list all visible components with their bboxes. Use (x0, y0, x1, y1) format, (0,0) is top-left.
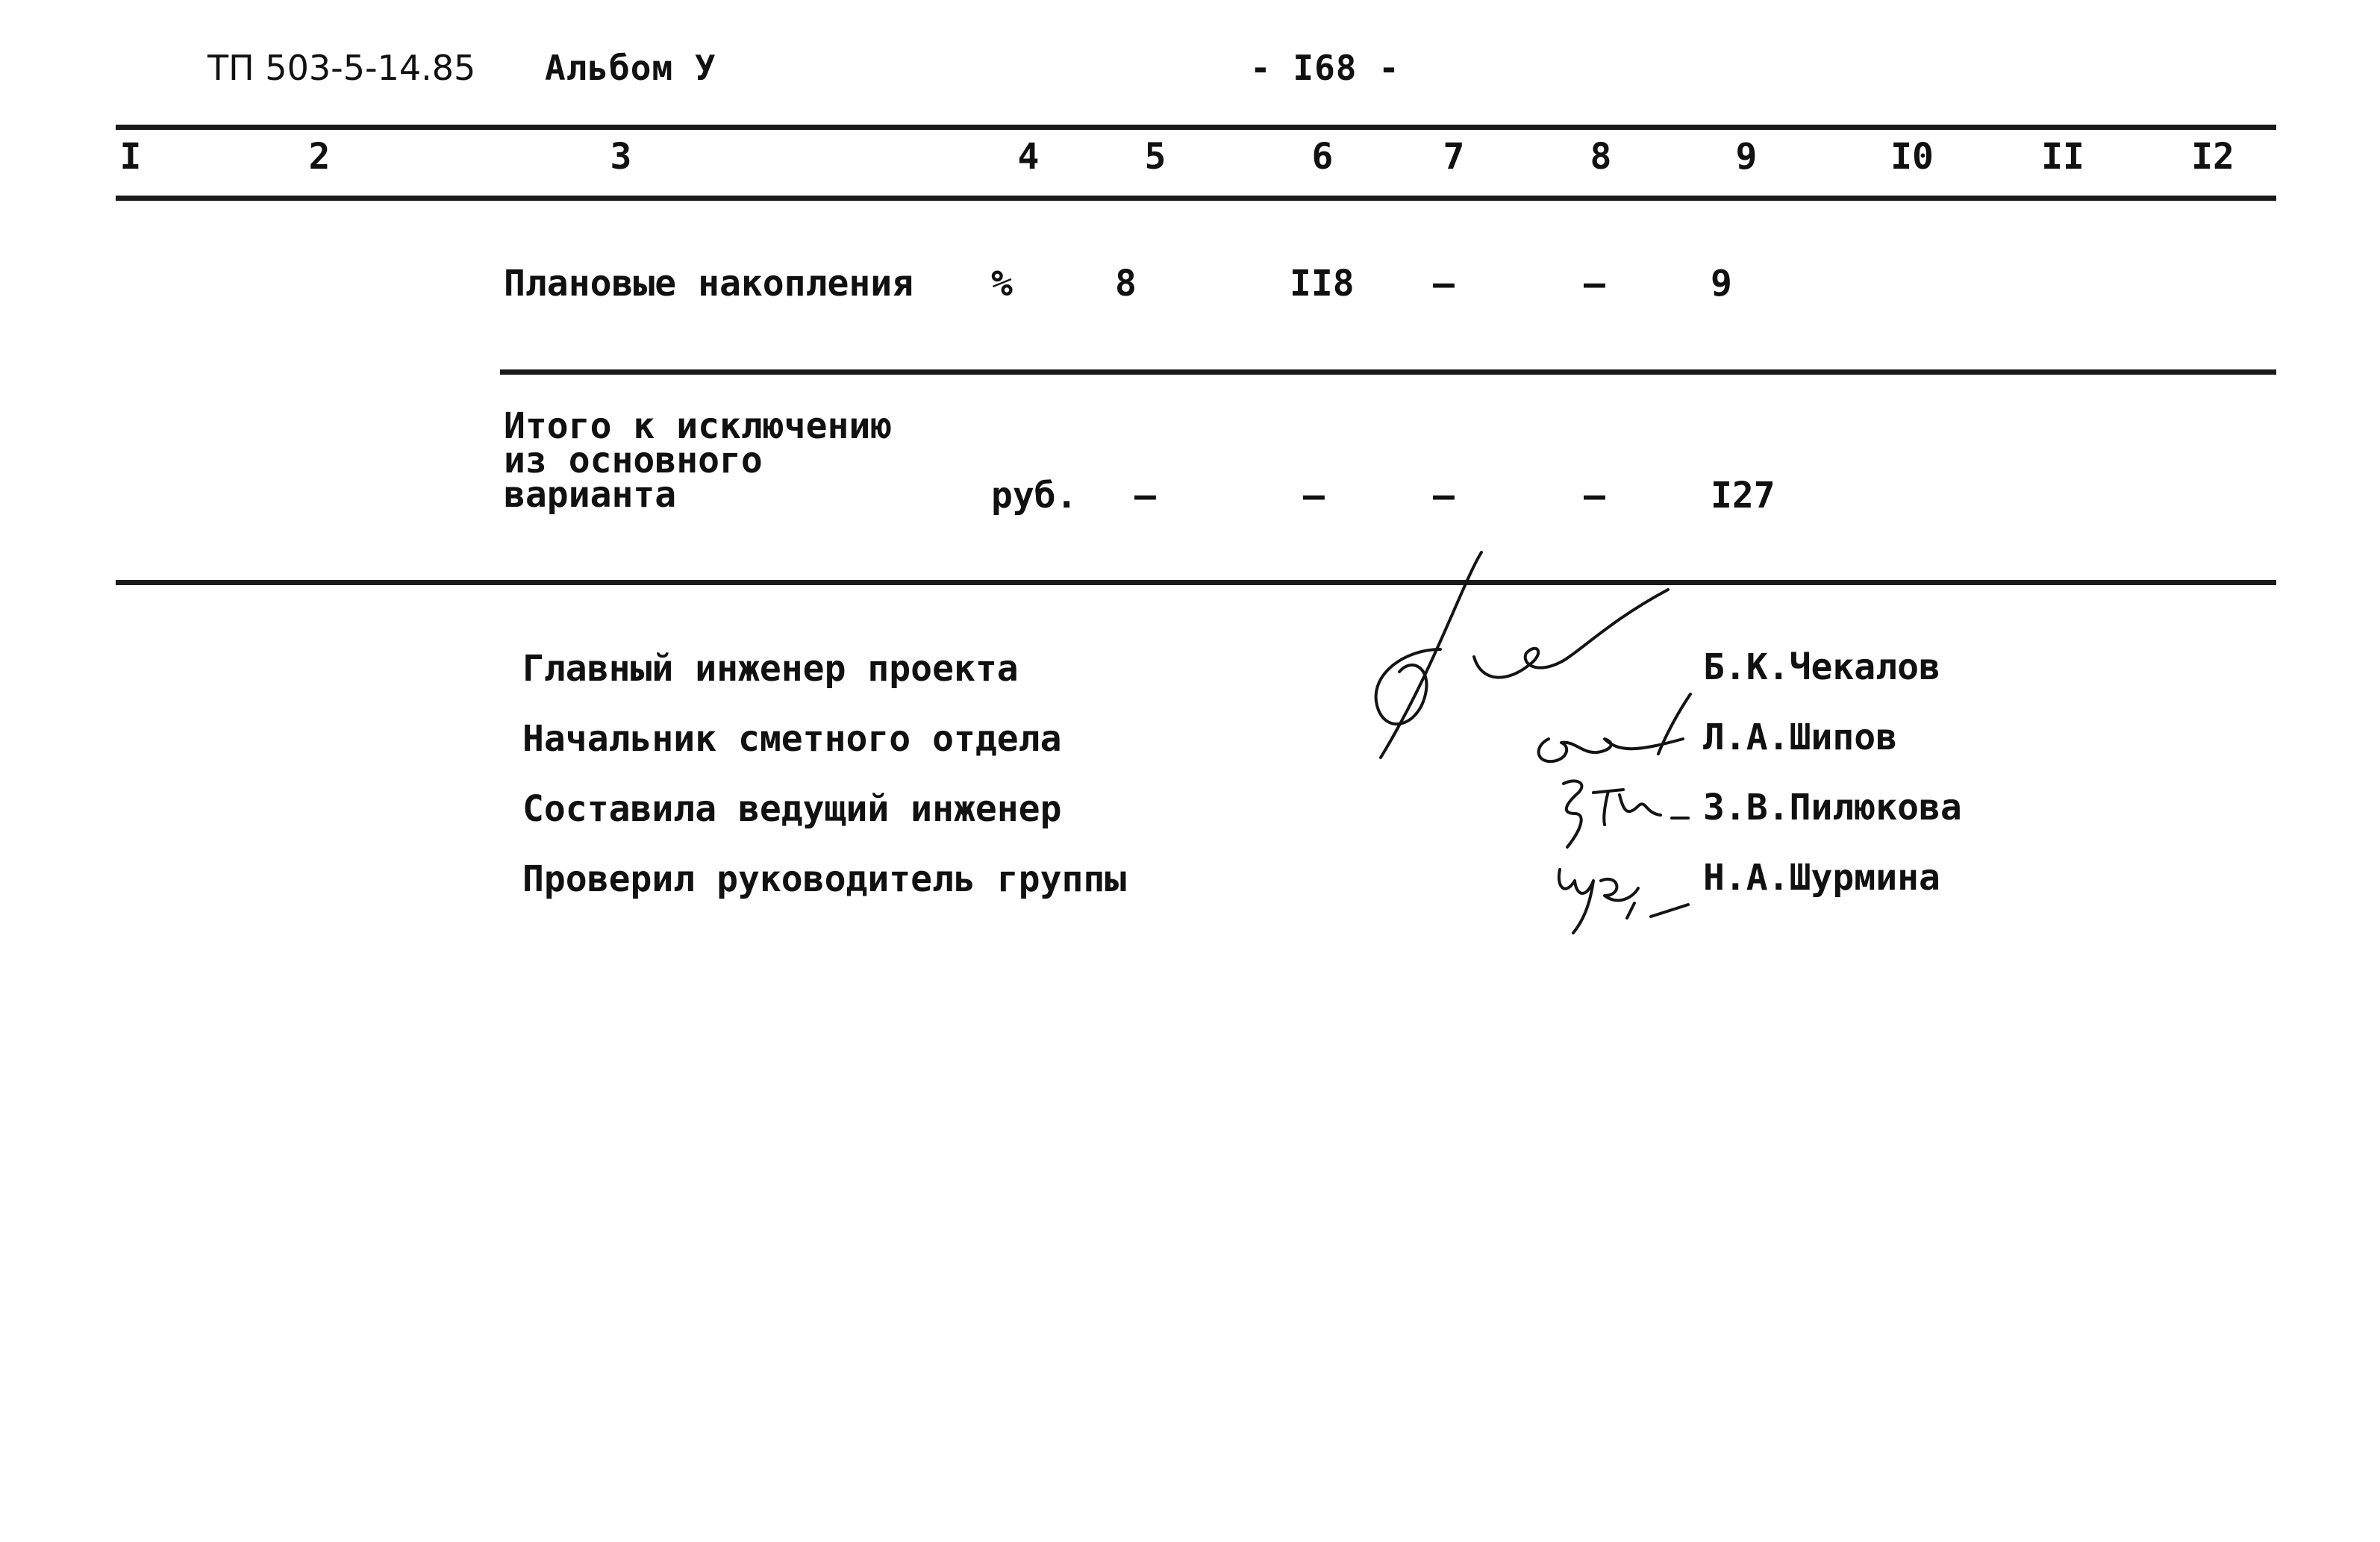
signature-name-chief-engineer: Б.К.Чекалов (1703, 646, 1940, 688)
row-total-exclusion-col7: – (1433, 475, 1455, 516)
signature-name-group-leader: Н.А.Шурмина (1703, 857, 1940, 899)
column-header-2: 2 (308, 136, 331, 178)
column-header-12: I2 (2191, 136, 2234, 178)
signature-name-head-estimates: Л.А.Шипов (1703, 717, 1898, 758)
row-planned-savings-col7: – (1433, 263, 1455, 305)
column-header-3: 3 (610, 136, 632, 178)
row-planned-savings-col9: 9 (1711, 263, 1732, 305)
document-code: ТП 503-5-14.85 (207, 48, 476, 88)
signature-role-head-estimates: Начальник сметного отдела (522, 718, 1062, 760)
signature-role-chief-engineer: Главный инженер проекта (522, 648, 1019, 690)
row-total-exclusion-unit: руб. (991, 475, 1078, 516)
row-total-exclusion-col9: I27 (1711, 475, 1775, 516)
column-header-8: 8 (1590, 136, 1612, 178)
handwritten-signature-chief-engineer (1381, 552, 1481, 758)
row-planned-savings-name: Плановые накопления (504, 263, 914, 305)
album-label: Альбом У (545, 48, 716, 88)
column-header-9: 9 (1735, 136, 1758, 178)
column-header-5: 5 (1144, 136, 1166, 178)
handwritten-signature-lead-engineer (1564, 781, 1581, 847)
column-header-10: I0 (1890, 136, 1934, 178)
row-total-exclusion-name-line-2: из основного (504, 440, 763, 481)
row-planned-savings-unit: % (991, 263, 1013, 305)
row-total-exclusion-col8: – (1584, 475, 1605, 516)
row-planned-savings-col6: II8 (1290, 263, 1355, 305)
handwritten-signature-group-leader (1559, 870, 1593, 933)
signature-name-lead-engineer: З.В.Пилюкова (1703, 787, 1962, 828)
row-total-exclusion-name-line-1: Итого к исключению (504, 405, 893, 447)
column-header-11: II (2041, 136, 2084, 178)
signature-role-group-leader: Проверил руководитель группы (522, 858, 1127, 900)
signature-role-lead-engineer: Составила ведущий инженер (522, 788, 1062, 830)
row-planned-savings-col8: – (1584, 263, 1605, 305)
row-planned-savings-col5: 8 (1115, 263, 1137, 305)
column-header-7: 7 (1443, 136, 1465, 178)
row-total-exclusion-col5: – (1134, 475, 1156, 516)
row-total-exclusion-col6: – (1303, 475, 1325, 516)
page-number: - I68 - (1250, 48, 1400, 88)
column-header-1: I (119, 136, 142, 178)
column-header-4: 4 (1017, 136, 1040, 178)
column-header-6: 6 (1311, 136, 1334, 178)
row-total-exclusion-name-line-3: варианта (504, 474, 677, 516)
